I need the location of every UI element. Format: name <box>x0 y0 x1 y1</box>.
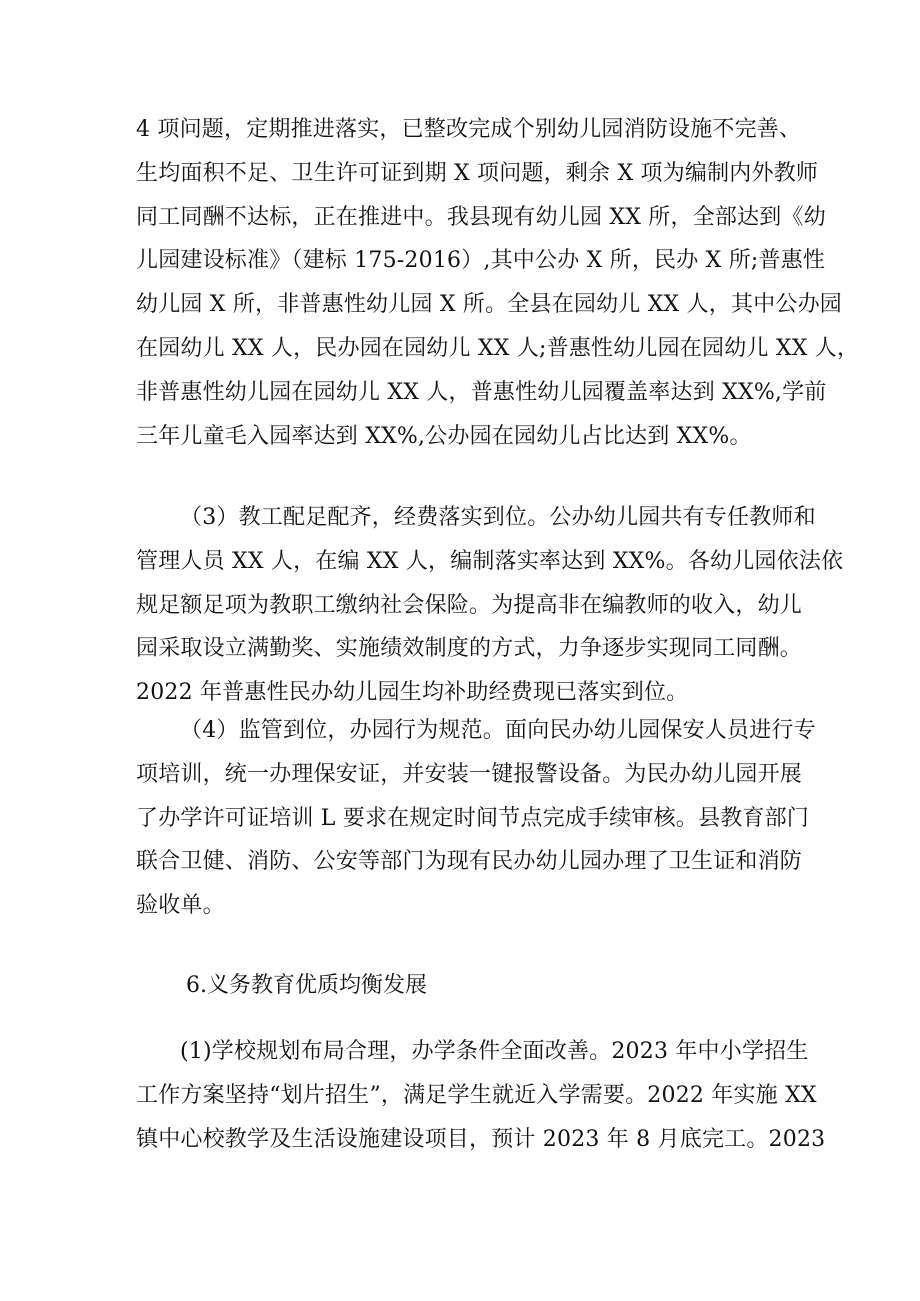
text-line: 了办学许可证培训 L 要求在规定时间节点完成手续审核。县教育部门 <box>136 805 809 831</box>
text-line: （3）教工配足配齐，经费落实到位。公办幼儿园共有专任教师和 <box>180 505 816 530</box>
paragraph-kindergarten-stats <box>136 108 860 458</box>
text-line: (1)学校规划布局合理，办学条件全面改善。2023 年中小学招生 <box>180 1039 809 1064</box>
paragraph-supervision <box>136 709 816 928</box>
text-line: 管理人员 XX 人，在编 XX 人，编制落实率达到 XX%。各幼儿园依法依 <box>136 548 844 574</box>
paragraph-school-planning <box>136 1030 826 1161</box>
text-line: 三年儿童毛入园率达到 XX%,公办园在园幼儿占比达到 XX%。 <box>136 423 752 449</box>
paragraph-staffing-funding <box>136 496 844 715</box>
text-line: 幼儿园 X 所，非普惠性幼儿园 X 所。全县在园幼儿 XX 人，其中公办园 <box>136 292 843 318</box>
text-line: 工作方案坚持“划片招生”，满足学生就近入学需要。2022 年实施 XX <box>136 1082 817 1108</box>
text-line: 生均面积不足、卫生许可证到期 X 项问题，剩余 X 项为编制内外教师 <box>136 160 819 186</box>
text-line: 园采取设立满勤奖、实施绩效制度的方式，力争逐步实现同工同酬。 <box>136 636 803 662</box>
text-line: （4）监管到位，办园行为规范。面向民办幼儿园保安人员进行专 <box>180 718 816 743</box>
text-line: 同工同酬不达标，正在推进中。我县现有幼儿园 XX 所，全部达到《幼 <box>136 204 826 230</box>
text-line: 项培训，统一办理保安证，并安装一键报警设备。为民办幼儿园开展 <box>136 761 803 787</box>
text-line: 4 项问题，定期推进落实，已整改完成个别幼儿园消防设施不完善、 <box>136 117 802 142</box>
text-line: 联合卫健、消防、公安等部门为现有民办幼儿园办理了卫生证和消防 <box>136 849 803 875</box>
section-heading: 6.义务教育优质均衡发展 <box>186 973 427 998</box>
text-line: 验收单。 <box>136 893 225 919</box>
text-line: 镇中心校教学及生活设施建设项目，预计 2023 年 8 月底完工。2023 <box>136 1126 826 1152</box>
text-line: 儿园建设标准》（建标 175-2016）,其中公办 X 所，民办 X 所;普惠性 <box>136 248 826 274</box>
text-line: 2022 年普惠性民办幼儿园生均补助经费现已落实到位。 <box>136 680 689 706</box>
text-line: 在园幼儿 XX 人，民办园在园幼儿 XX 人;普惠性幼儿园在园幼儿 XX 人， <box>136 335 860 361</box>
text-line: 非普惠性幼儿园在园幼儿 XX 人，普惠性幼儿园覆盖率达到 XX%,学前 <box>136 379 827 405</box>
text-line: 规足额足项为教职工缴纳社会保险。为提高非在编教师的收入，幼儿 <box>136 592 803 618</box>
